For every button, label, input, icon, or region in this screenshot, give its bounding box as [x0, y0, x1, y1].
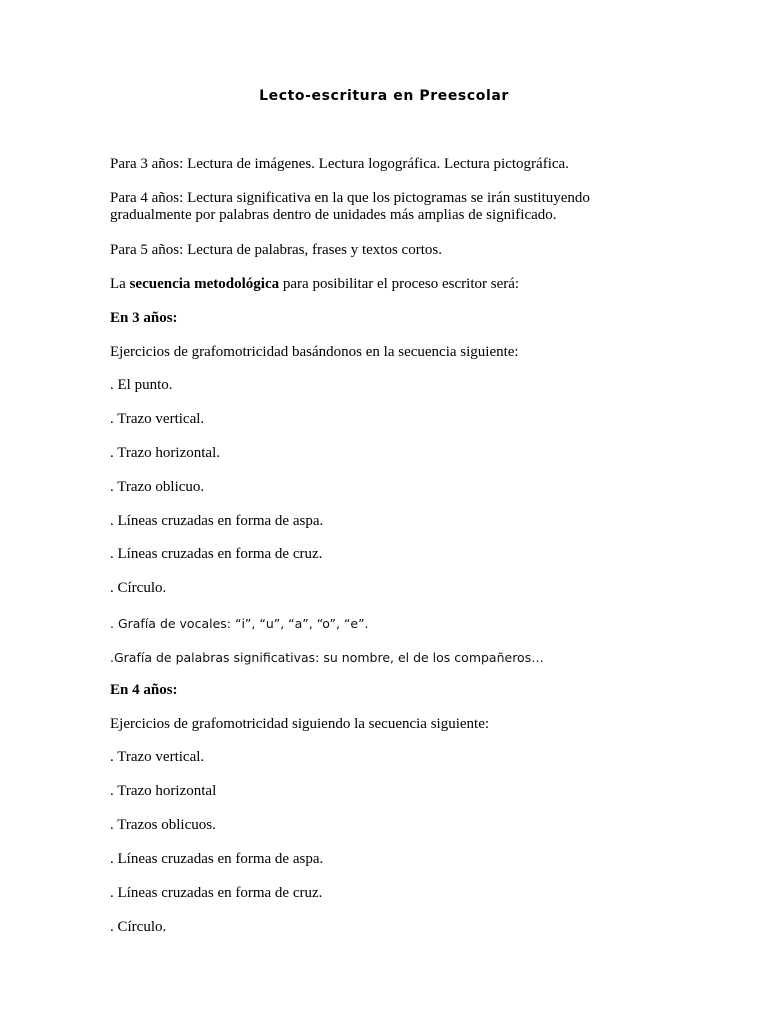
list-item: . Trazo horizontal. [110, 445, 220, 461]
paragraph-4-anos-line-2: gradualmente por palabras dentro de unidades más amplias de significado. [110, 207, 557, 223]
list-item: . Trazo oblicuo. [110, 479, 205, 495]
section-3-anos-heading: En 3 años: [110, 310, 178, 326]
secuencia-bold-text: secuencia metodológica [129, 276, 280, 292]
paragraph-3-anos: Para 3 años: Lectura de imágenes. Lectura logográfica. Lectura pictográfica. [110, 156, 569, 172]
secuencia-post-text: para posibilitar el proceso escritor será: [279, 276, 520, 292]
list-item: . Líneas cruzadas en forma de cruz. [110, 885, 323, 901]
section-4-anos-intro: Ejercicios de grafomotricidad siguiendo la secuencia siguiente: [110, 716, 490, 732]
list-item: . Trazo horizontal [110, 783, 217, 799]
secuencia-pre-text: La [110, 276, 130, 292]
secuencia-paragraph [110, 276, 519, 293]
grafia-vocales-item: . Grafía de vocales: “i”, “u”, “a”, “o”, “e”. [110, 616, 369, 631]
section-4-anos-heading: En 4 años: [110, 682, 178, 698]
list-item: . Líneas cruzadas en forma de aspa. [110, 851, 324, 867]
list-item: . Líneas cruzadas en forma de cruz. [110, 546, 323, 562]
section-3-anos-intro: Ejercicios de grafomotricidad basándonos en la secuencia siguiente: [110, 344, 519, 360]
paragraph-5-anos: Para 5 años: Lectura de palabras, frases y textos cortos. [110, 242, 442, 258]
paragraph-4-anos-line-1: Para 4 años: Lectura significativa en la que los pictogramas se irán sustituyendo [110, 190, 590, 206]
document-title: Lecto-escritura en Preescolar [259, 88, 509, 104]
list-item: . Trazo vertical. [110, 411, 205, 427]
list-item: . Líneas cruzadas en forma de aspa. [110, 513, 324, 529]
list-item: . Trazo vertical. [110, 749, 205, 765]
list-item: . El punto. [110, 377, 173, 393]
list-item: . Círculo. [110, 580, 167, 596]
list-item: . Trazos oblicuos. [110, 817, 216, 833]
grafia-palabras-item: .Grafía de palabras significativas: su nombre, el de los compañeros… [110, 650, 544, 665]
list-item: . Círculo. [110, 919, 167, 935]
